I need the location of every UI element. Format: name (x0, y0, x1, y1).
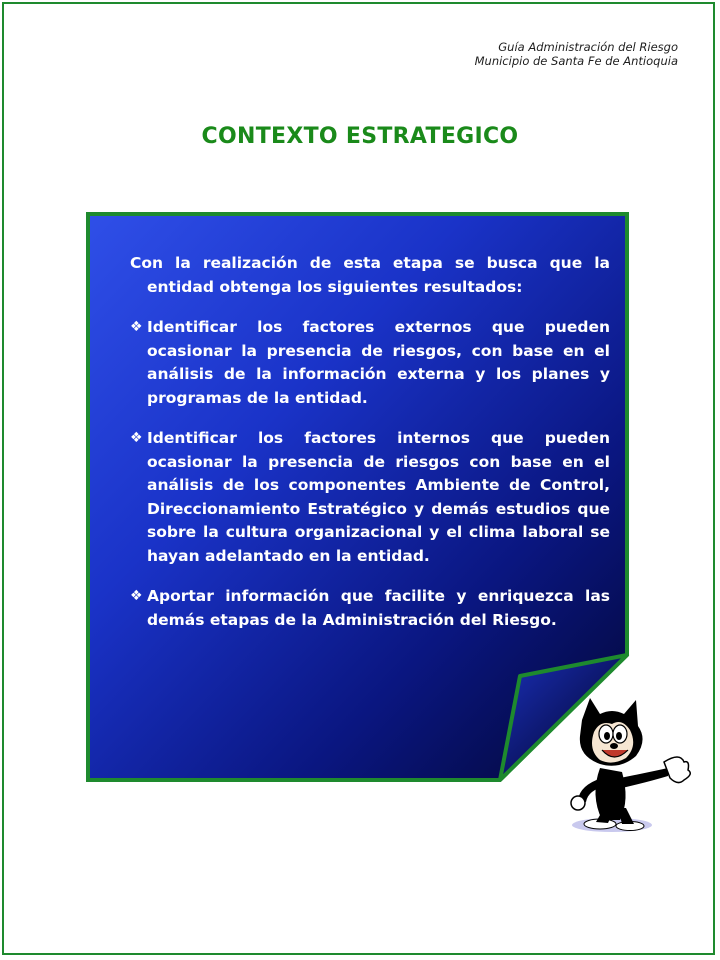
page-title: CONTEXTO ESTRATEGICO (201, 124, 519, 149)
diamond-bullet-icon: ❖ (130, 430, 143, 446)
diamond-bullet-icon: ❖ (130, 588, 143, 604)
intro-paragraph: Con la realización de esta etapa se busca que la entidad obtenga los siguientes resultados: (130, 254, 610, 296)
bullet-text: Aportar información que facilite y enriquezca las demás etapas de la Administración del Riesgo. (147, 587, 610, 629)
note-content (130, 252, 610, 649)
cartoon-cat-illustration (560, 690, 700, 840)
bullet-item (130, 585, 610, 632)
diamond-bullet-icon: ❖ (130, 319, 143, 335)
bullet-text: Identificar los factores externos que pueden ocasionar la presencia de riesgos, con base en el análisis de la información externa y los planes y programas de la entidad. (147, 318, 610, 407)
header-line-2: Municipio de Santa Fe de Antioquia (474, 54, 678, 68)
bullet-item (130, 427, 610, 568)
header-line-1: Guía Administración del Riesgo (498, 40, 678, 54)
bullet-text: Identificar los factores internos que pueden ocasionar la presencia de riesgos con base en el análisis de los componentes Ambiente de Control, Direccionamiento Estratégico y demás estudios que sobre la cultura organizacional y el clima laboral se hayan adelantado en la entidad. (147, 429, 610, 565)
bullet-item (130, 316, 610, 410)
